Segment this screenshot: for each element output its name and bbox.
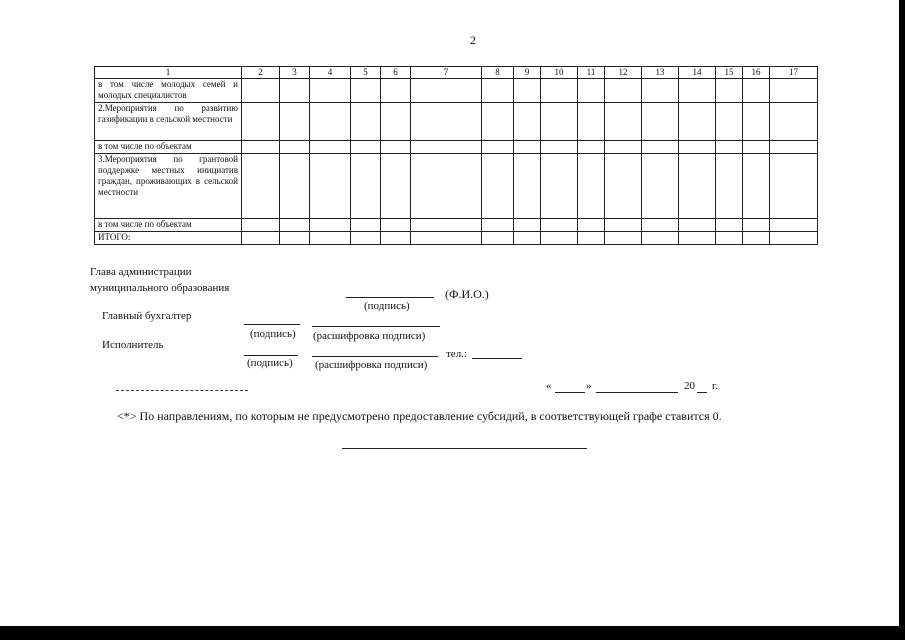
executor-decode-line — [312, 356, 438, 357]
col-header: 4 — [310, 67, 351, 79]
row-label: в том числе по объектам — [95, 141, 242, 154]
col-header: 17 — [770, 67, 818, 79]
executor-signature-line — [244, 355, 298, 356]
date-month-line — [596, 392, 678, 393]
row-label: 2.Мероприятия по развитию газификации в сельской местности — [95, 103, 242, 141]
executor-podpis-caption: (подпись) — [247, 357, 293, 369]
table-row — [95, 154, 818, 219]
date-day-line — [555, 392, 585, 393]
col-header: 9 — [514, 67, 541, 79]
data-table — [94, 66, 818, 245]
date-year-line — [697, 392, 707, 393]
col-header: 16 — [743, 67, 770, 79]
accountant-label: Главный бухгалтер — [102, 310, 192, 322]
head-signature-line — [346, 297, 434, 298]
row-label: 3.Мероприятия по грантовой поддержке местных инициатив граждан, проживающих в сельской местности — [95, 154, 242, 219]
col-header: 12 — [605, 67, 642, 79]
table-row — [95, 79, 818, 103]
end-line — [342, 448, 587, 449]
accountant-decode-caption: (расшифровка подписи) — [313, 330, 426, 342]
col-header: 14 — [679, 67, 716, 79]
executor-decode-caption: (расшифровка подписи) — [315, 359, 428, 371]
col-header: 11 — [578, 67, 605, 79]
date-quote-close: » — [586, 380, 592, 392]
col-header: 2 — [242, 67, 280, 79]
date-year-suffix: г. — [712, 380, 719, 392]
accountant-signature-line — [244, 324, 300, 325]
table-row-total — [95, 232, 818, 245]
head-title-line1: Глава администрации — [90, 266, 192, 278]
col-header: 3 — [280, 67, 310, 79]
table-row — [95, 103, 818, 141]
col-header: 10 — [541, 67, 578, 79]
col-header: 5 — [351, 67, 381, 79]
table-header-row — [95, 67, 818, 79]
table-row — [95, 219, 818, 232]
col-header: 13 — [642, 67, 679, 79]
col-header: 8 — [482, 67, 514, 79]
date-year-prefix: 20 — [684, 380, 695, 392]
page-number: 2 — [470, 33, 476, 47]
row-label: в том числе молодых семей и молодых специалистов — [95, 79, 242, 103]
table-row — [95, 141, 818, 154]
head-podpis-caption: (подпись) — [364, 300, 410, 312]
row-label: в том числе по объектам — [95, 219, 242, 232]
col-header: 15 — [716, 67, 743, 79]
executor-label: Исполнитель — [102, 339, 164, 351]
accountant-decode-line — [312, 326, 440, 327]
head-title-line2: муниципального образования — [90, 282, 230, 294]
fio-label: (Ф.И.О.) — [445, 287, 489, 301]
scan-edge-bottom — [0, 626, 905, 640]
tel-line — [472, 358, 522, 359]
footnote-separator — [116, 390, 248, 391]
accountant-podpis-caption: (подпись) — [250, 328, 296, 340]
row-label-total: ИТОГО: — [95, 232, 242, 245]
col-header: 6 — [381, 67, 411, 79]
date-quote-open: « — [546, 380, 552, 392]
footnote: <*> По направлениям, по которым не предусмотрено предоставление субсидий, в соответствующей графе ставится 0. — [117, 409, 722, 423]
col-header: 7 — [411, 67, 482, 79]
scan-edge-right — [899, 0, 905, 640]
tel-label: тел.: — [446, 348, 467, 360]
col-header: 1 — [95, 67, 242, 79]
